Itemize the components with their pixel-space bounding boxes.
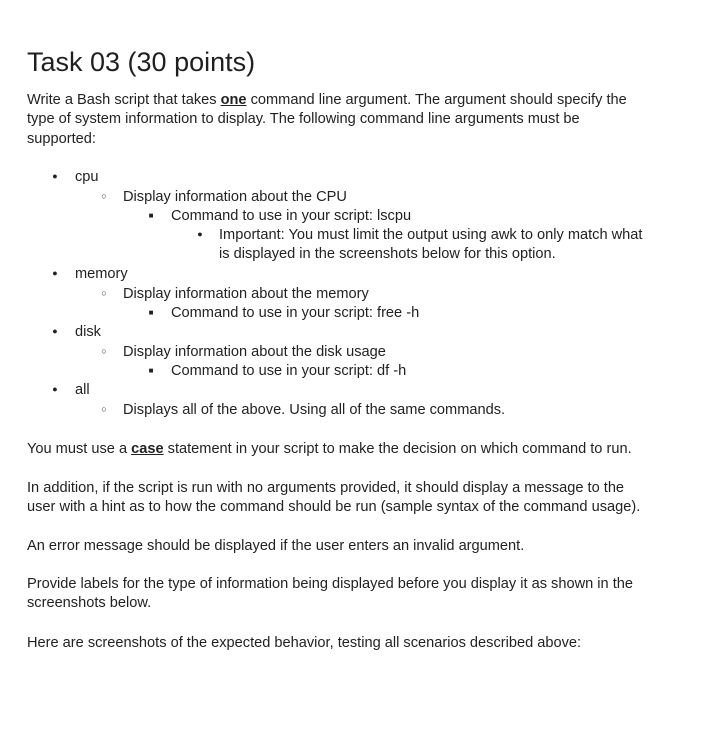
option-cpu-command: Command to use in your script: lscpu xyxy=(171,208,412,224)
bullet-circle-icon xyxy=(98,285,110,305)
option-cpu-description: Display information about the CPU xyxy=(123,189,347,205)
option-memory-description: Display information about the memory xyxy=(123,286,369,302)
bullet-circle-icon xyxy=(98,343,110,363)
bullet-circle-icon xyxy=(98,401,110,421)
no-args-paragraph: In addition, if the script is run with no arguments provided, it should display a message to the user with a hint as to how the command should be run (sample syntax of the command usage). xyxy=(27,480,641,516)
option-all-name: all xyxy=(75,382,90,398)
option-cpu-name: cpu xyxy=(75,169,99,185)
case-paragraph xyxy=(27,440,647,459)
intro-paragraph xyxy=(27,91,647,149)
screenshots-paragraph: Here are screenshots of the expected behavior, testing all scenarios described above: xyxy=(27,635,582,651)
option-disk-command: Command to use in your script: df -h xyxy=(171,363,407,379)
intro-text-end: command line argument. The argument should specify the type of system information to display. The following command line arguments must be supported: xyxy=(27,92,627,147)
option-memory-command: Command to use in your script: free -h xyxy=(171,305,420,321)
option-cpu-note: Important: You must limit the output using awk to only match what is displayed in the screenshots below for this option. xyxy=(219,227,643,263)
bullet-disc-icon xyxy=(49,381,61,401)
option-memory-name: memory xyxy=(75,266,128,282)
bullet-square-icon xyxy=(145,362,157,382)
error-paragraph: An error message should be displayed if the user enters an invalid argument. xyxy=(27,538,525,554)
labels-paragraph: Provide labels for the type of information being displayed before you display it as shown in the screenshots below. xyxy=(27,576,633,612)
option-disk-description: Display information about the disk usage xyxy=(123,344,386,360)
option-disk-name: disk xyxy=(75,324,101,340)
case-text-end: statement in your script to make the decision on which command to run. xyxy=(163,441,632,457)
bullet-disc-icon xyxy=(49,265,61,285)
bullet-disc-icon xyxy=(49,168,61,188)
bullet-square-icon xyxy=(145,207,157,227)
bullet-disc-icon xyxy=(194,226,206,246)
intro-text-start: Write a Bash script that takes xyxy=(27,92,221,108)
task-heading: Task 03 (30 points) xyxy=(27,47,256,77)
intro-emphasis: one xyxy=(220,92,247,108)
option-all-description: Displays all of the above. Using all of the same commands. xyxy=(123,402,506,418)
bullet-circle-icon xyxy=(98,188,110,208)
bullet-disc-icon xyxy=(49,323,61,343)
case-emphasis: case xyxy=(131,441,164,457)
case-text-start: You must use a xyxy=(27,441,132,457)
bullet-square-icon xyxy=(145,304,157,324)
